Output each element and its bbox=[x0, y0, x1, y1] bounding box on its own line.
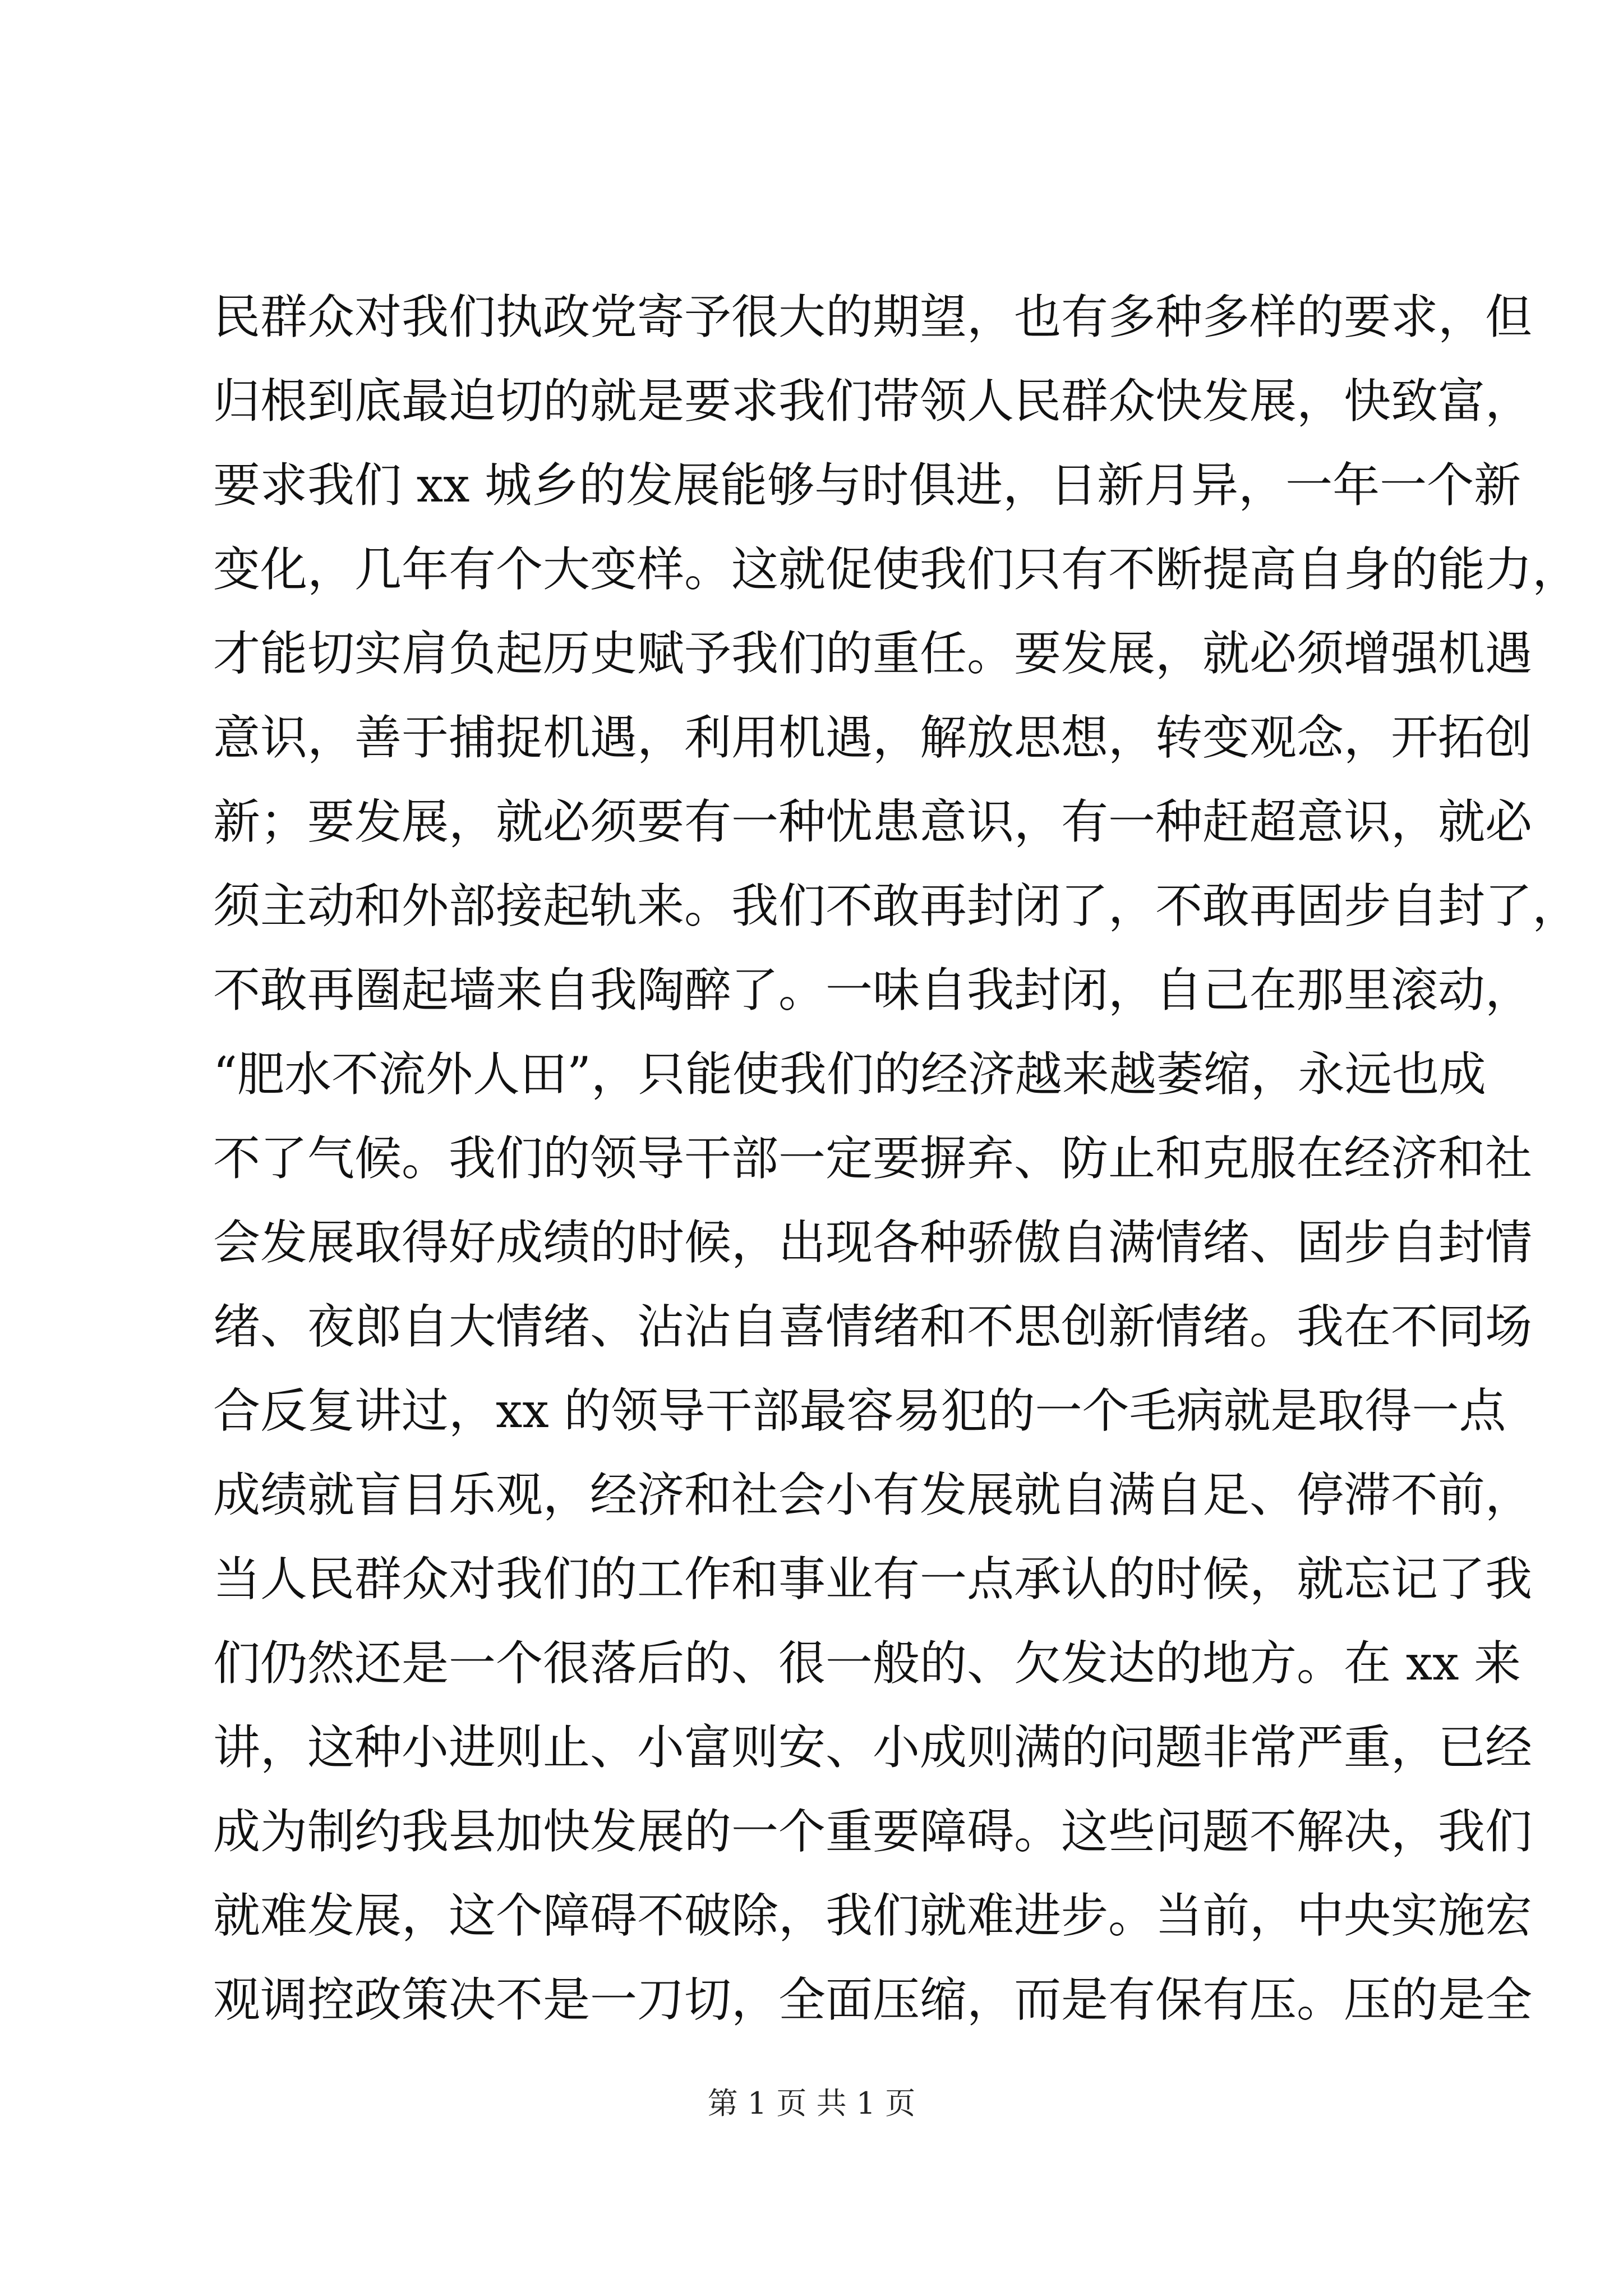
text-line: 成为制约我县加快发展的一个重要障碍。这些问题不解决，我们 bbox=[213, 1804, 1533, 1859]
text-line: 要求我们 xx 城乡的发展能够与时俱进，日新月异，一年一个新 bbox=[213, 458, 1521, 513]
text-line: 不敢再圈起墙来自我陶醉了。一味自我封闭，自己在那里滚动， bbox=[213, 963, 1533, 1018]
text-line: 合反复讲过，xx 的领导干部最容易犯的一个毛病就是取得一点 bbox=[213, 1383, 1506, 1438]
text-line: 绪、夜郎自大情绪、沾沾自喜情绪和不思创新情绪。我在不同场 bbox=[213, 1299, 1533, 1354]
text-line: 当人民群众对我们的工作和事业有一点承认的时候，就忘记了我 bbox=[213, 1552, 1533, 1607]
text-line: 们仍然还是一个很落后的、很一般的、欠发达的地方。在 xx 来 bbox=[213, 1636, 1521, 1691]
text-line: 就难发展，这个障碍不破除，我们就难进步。当前，中央实施宏 bbox=[213, 1888, 1533, 1943]
text-line: 不了气候。我们的领导干部一定要摒弃、防止和克服在经济和社 bbox=[213, 1131, 1533, 1186]
text-line: 讲，这种小进则止、小富则安、小成则满的问题非常严重，已经 bbox=[213, 1720, 1533, 1775]
page-number-footer: 第 1 页 共 1 页 bbox=[707, 2086, 916, 2121]
text-line: 才能切实肩负起历史赋予我们的重任。要发展，就必须增强机遇 bbox=[213, 626, 1533, 681]
text-line: 民群众对我们执政党寄予很大的期望，也有多种多样的要求，但 bbox=[213, 289, 1533, 344]
text-line: 变化，几年有个大变样。这就促使我们只有不断提高自身的能力， bbox=[213, 542, 1580, 597]
text-line: 归根到底最迫切的就是要求我们带领人民群众快发展，快致富， bbox=[213, 374, 1533, 429]
text-line: 意识，善于捕捉机遇，利用机遇，解放思想，转变观念，开拓创 bbox=[213, 710, 1533, 765]
text-line: 须主动和外部接起轨来。我们不敢再封闭了，不敢再固步自封了， bbox=[213, 878, 1580, 933]
text-line: 新；要发展，就必须要有一种忧患意识，有一种赶超意识，就必 bbox=[213, 794, 1533, 849]
text-line: 会发展取得好成绩的时候，出现各种骄傲自满情绪、固步自封情 bbox=[213, 1215, 1533, 1270]
text-line: “肥水不流外人田”，只能使我们的经济越来越萎缩，永远也成 bbox=[213, 1047, 1486, 1102]
text-line: 成绩就盲目乐观，经济和社会小有发展就自满自足、停滞不前， bbox=[213, 1467, 1533, 1522]
text-line: 观调控政策决不是一刀切，全面压缩，而是有保有压。压的是全 bbox=[213, 1972, 1533, 2027]
